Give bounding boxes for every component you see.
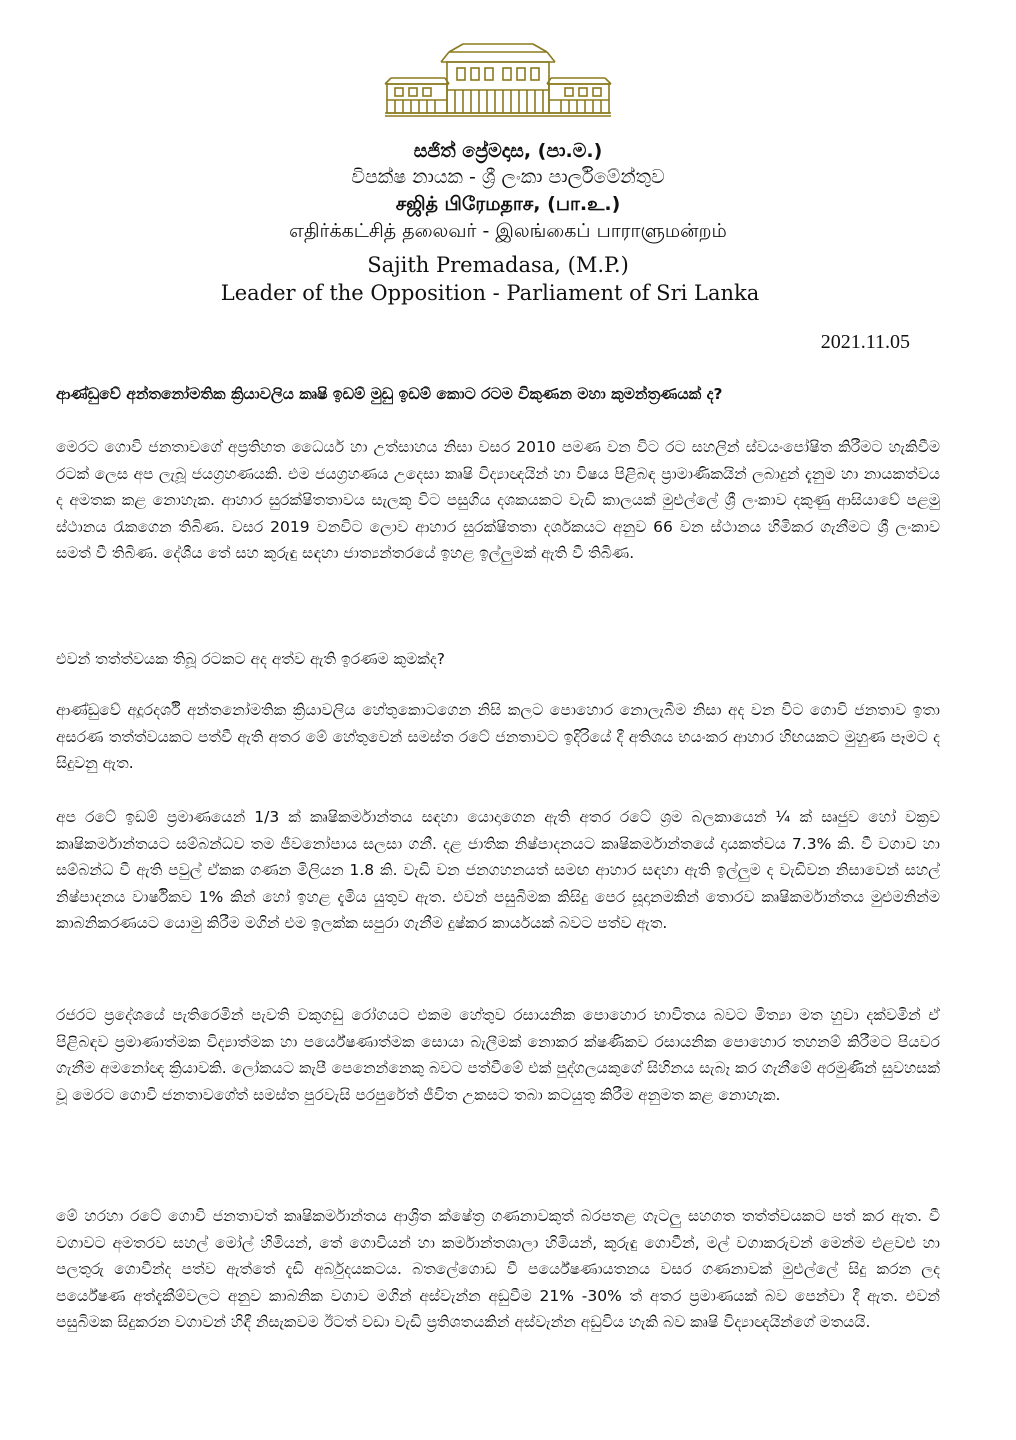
tamil-role: எதிர்க்கட்சித் தலைவர் - இலங்கைப் பாராளுமன்றம் bbox=[289, 220, 727, 242]
body-paragraph: රජරට ප්‍රදේශයේ පැතිරෙමින් පැවති වකුගඩු රෝගයට එකම හේතුව රසායනික පොහොර භාවිතය බවට මිත්‍යා මත හුවා දක්වමින් ඒ පිළිබඳව ප්‍රමාණාත්මක විද්‍යාත්මක හා පර්යේෂණාත්මක සොයා බැලීමක් නොකර ක්ෂණිකව රසායනික පොහොර තහනම් කිරීමට පියවර ගැනීම අමනෝඥ ක්‍රියාවකි. ලෝකයට කැපී පෙනෙන්නෙකු බවට පත්වීමේ එක් පුද්ගලයකුගේ සිහිනය සැබෑ කර ගැනීමේ අරමුණින් සුවහසක් වූ මෙරට ගොවි ජනතාවගේත් සමස්ත පුරවැසි පරපුරේත් ජීවිත උකසට තබා කටයුතු කිරීම අනුමත කළ නොහැක. bbox=[56, 1006, 940, 1104]
tamil-name: சஜித் பிரேமதாச, (பா.உ.) bbox=[395, 193, 621, 215]
body-paragraph: මෙරට ගොවි ජනතාවගේ අප්‍රතිහත ධෛර්ය හා උත්සාහය නිසා වසර 2010 පමණ වන විට රට සහලින් ස්වයංපෝෂිත කිරීමට හැකිවීම රටක් ලෙස අප ලැබූ ජයග්‍රහණයකි. එම ජයග්‍රහණය උදෙසා කෘෂි විද්‍යාඥයින් හා විෂය පිළිබඳ ප්‍රාමාණිකයින් ලබාදුන් දැනුම හා නායකත්වය ද අමතක කළ නොහැක. ආහාර සුරක්ෂිතතාවය සැලකූ විට පසුගිය දශකයකට වැඩි කාලයක් මුළුල්ලේ ශ්‍රී ලංකාව දකුණු ආසියාවේ පළමු ස්ථානය රැකගෙන තිබිණ. වසර 2019 වනවිට ලොව ආහාර සුරක්ෂිතතා දර්ශකයට අනුව 66 වන ස්ථානය හිමිකර ගැනීමට ශ්‍රී ලංකාව සමත් වී තිබිණ. දේශීය තේ සහ කුරුඳු සඳහා ජාත්‍යන්තරයේ ඉහළ ඉල්ලුමක් ඇති වී තිබිණ. bbox=[56, 438, 940, 563]
sinhala-role: විපක්ෂ නායක - ශ්‍රී ලංකා පාර්ලිමේන්තුව bbox=[351, 166, 665, 188]
sinhala-name: සජිත් ප්‍රේමදාස, (පා.ම.) bbox=[413, 140, 603, 162]
body-paragraph: අප රටේ ඉඩම් ප්‍රමාණයෙන් 1/3 ක් කෘෂිකර්මාන්තය සඳහා යොදාගෙන ඇති අතර රටේ ශ්‍රම බලකායෙන් ¼ ක් සෘජුව හෝ වක්‍රව කෘෂිකර්මාන්තයට සම්බන්ධව තම ජීවනෝපාය සලසා ගනී. දළ ජාතික නිෂ්පාදනයට කෘෂිකර්මාන්තයේ දායකත්වය 7.3% කි. වී වගාව හා සම්බන්ධ වී ඇති පවුල් ඒකක ගණන මිලියන 1.8 කි. වැඩි වන ජනගහනයත් සමඟ ආහාර සඳහා ඇති ඉල්ලුම ද වැඩිවන නිසාවෙන් සහල් නිෂ්පාදනය වාර්ෂිකව 1% කින් හෝ ඉහළ දැමිය යුතුව ඇත. එවන් පසුබිමක කිසිදු පෙර සූදානමකින් තොරව කෘෂිකර්මාන්තය මුළුමනින්ම කාබනිකරණයට යොමු කිරීම මගින් එම ඉලක්ක සපුරා ගැනීම දුෂ්කර කාර්යයක් බවට පත්ව ඇත. bbox=[56, 808, 940, 933]
release-date: 2021.11.05 bbox=[820, 331, 910, 353]
english-role: Leader of the Opposition - Parliament of Sri Lanka bbox=[220, 281, 760, 305]
body-paragraph: එවන් තත්ත්වයක තිබූ රටකට අද අත්ව ඇති ඉරණම කුමක්ද? bbox=[56, 650, 445, 668]
body-paragraph: මේ හරහා රටේ ගොවි ජනතාවත් කෘෂිකර්මාන්තය ආශ්‍රිත ක්ෂේත්‍ර ගණනාවකුත් බරපතළ ගැටලු සහගත තත්ත්වයකට පත් කර ඇත. වී වගාවට අමතරව සහල් මෝල් හිමියන්, තේ ගොවියන් හා කර්මාන්තශාලා හිමියන්, කුරුඳු ගොවීන්, මල් වගාකරුවන් මෙන්ම එළවළු හා පලතුරු ගොවීන්ද පත්ව ඇත්තේ දැඩි අර්බුදයකටය. බතලේගොඩ වී පර්යේෂණායතනය වසර ගණනාවක් මුළුල්ලේ සිදු කරන ලද පර්යේෂණ අත්දැකීම්වලට අනුව කාබනික වගාව මගින් අස්වැන්න අඩුවීම 21% -30% ත් අතර ප්‍රමාණයක් බව පෙන්වා දී ඇත. එවන් පසුබිමක සිදුකරන වගාවන් හිඳී නිසැකවම ඊටත් වඩා වැඩි ප්‍රතිශතයකින් අස්වැන්න අඩුවිය හැකි බව කෘෂි විද්‍යාඥයින්ගේ මතයයි. bbox=[56, 1207, 940, 1332]
body-paragraph: ආණ්ඩුවේ අදූරදර්ශී අන්තනෝමතික ක්‍රියාවලිය හේතුකොටගෙන නිසි කලට පොහොර නොලැබීම නිසා අද වන විට ගොවි ජනතාව ඉතා අසරණ තත්ත්වයකට පත්වී ඇති අතර මේ හේතුවෙන් සමස්ත රටේ ජනතාවට ඉදිරියේ දී අතිශය භයංකර ආහාර හිඟයකට මුහුණ පෑමට ද සිදුවනු ඇත. bbox=[56, 701, 941, 773]
parliament-building-emblem-icon bbox=[383, 40, 613, 118]
english-name: Sajith Premadasa, (M.P.) bbox=[367, 253, 629, 277]
release-headline: ආණ්ඩුවේ අන්තනෝමතික ක්‍රියාවලිය කෘෂි ඉඩම් මුඩු ඉඩම් කොට රටම විකුණන මහා කුමන්ත්‍රණයක් ද? bbox=[56, 385, 723, 403]
